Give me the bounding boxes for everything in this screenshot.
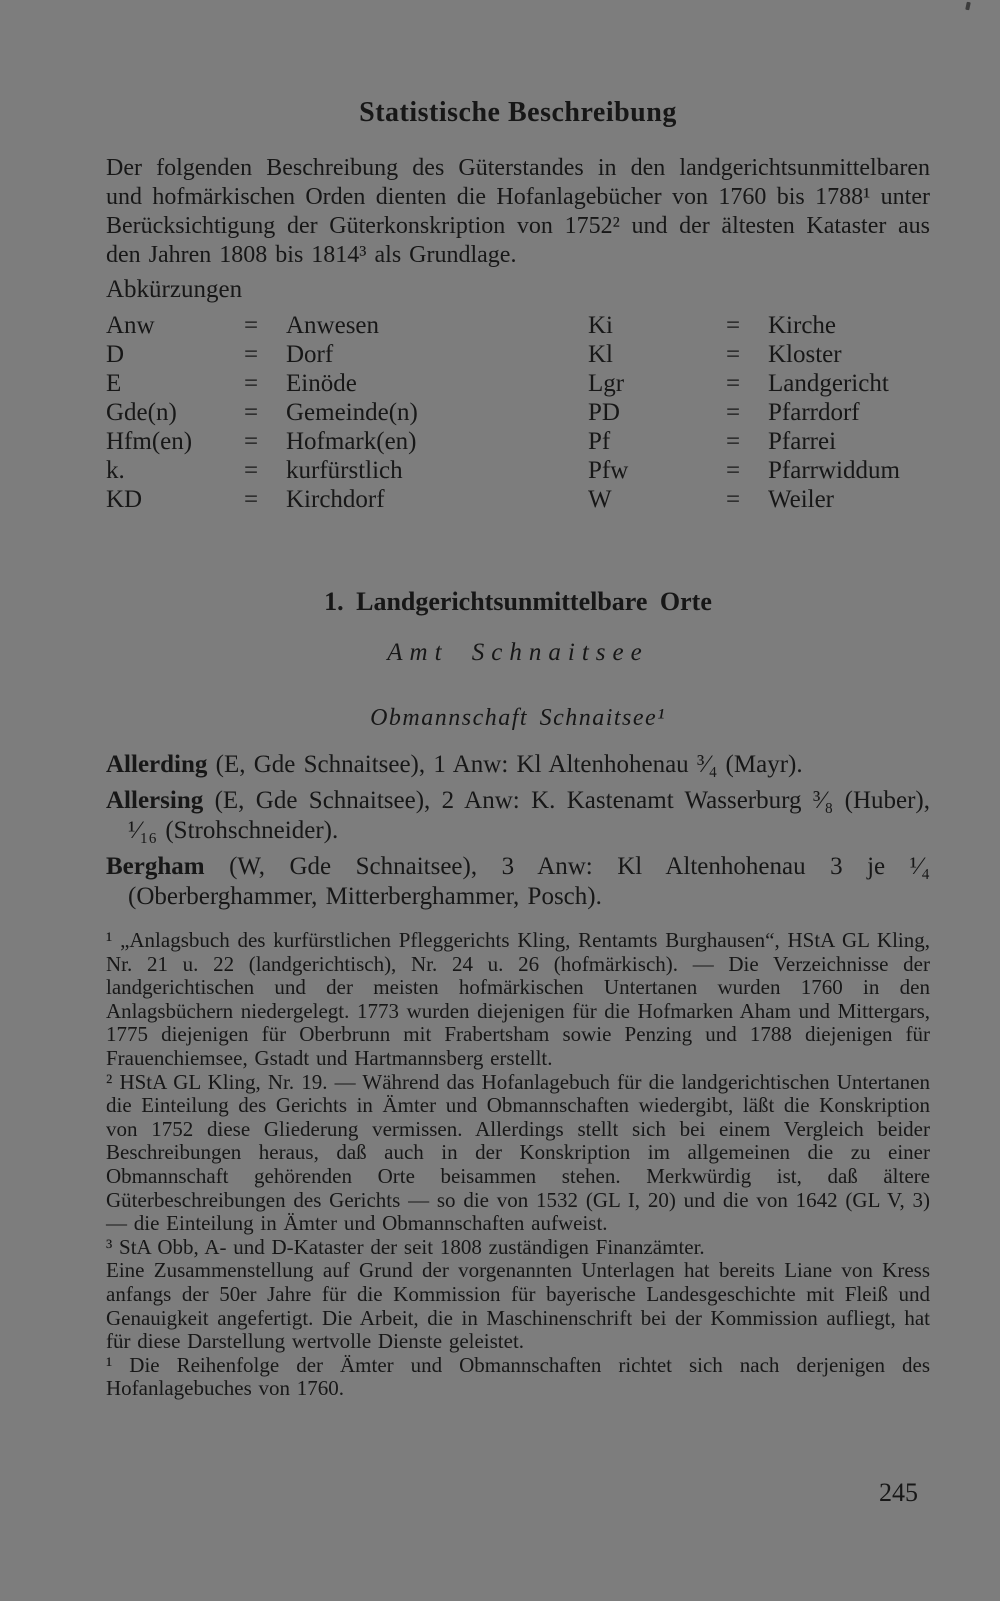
- entry-text: (E, Gde Schnaitsee), 1 Anw: Kl Altenhohenau ³⁄₄ (Mayr).: [207, 751, 803, 778]
- abbr-value: Landgericht: [768, 370, 889, 397]
- abbr-value: Weiler: [768, 486, 835, 513]
- equals-sign: =: [726, 457, 741, 484]
- abbreviation-row: [588, 485, 930, 514]
- footnote: [106, 1071, 930, 1236]
- abbr-value: kurfürstlich: [286, 457, 403, 484]
- page-title: Statistische Beschreibung: [359, 96, 677, 128]
- abbr-key: Lgr: [588, 370, 625, 397]
- equals-sign: =: [726, 312, 741, 339]
- abbreviations-column-left: [106, 311, 576, 514]
- abbreviation-row: [588, 456, 930, 485]
- abbreviation-row: [588, 311, 930, 340]
- footnote: [106, 1236, 930, 1260]
- abbr-value: Gemeinde(n): [286, 399, 418, 426]
- abbr-key: Kl: [588, 341, 613, 368]
- footnotes-block: [106, 929, 930, 1401]
- abbr-key: Pfw: [588, 457, 629, 484]
- footnote-marker: ¹: [106, 928, 121, 952]
- abbr-key: Ki: [588, 312, 613, 339]
- abbreviations-table: [106, 311, 930, 514]
- abbr-key: Anw: [106, 312, 155, 339]
- footnote-text: HStA GL Kling, Nr. 19. — Während das Hofanlagebuch für die landgerichtischen Untertanen die Einteilung des Gerichts in Ämter und Obmannschaften wiedergibt, läßt die Konskription von 1752 diese Gliederung vermissen. Allerdings stellt sich bei einem Vergleich beider Beschreibungen heraus, daß auch in der Konskription im allgemeinen die zu einer Obmannschaft gehörenden Orte beisammen stehen. Merkwürdig ist, daß ältere Güterbeschreibungen des Gerichts — so die von 1532 (GL I, 20) und die von 1642 (GL V, 3) — die Einteilung in Ämter und Obmannschaften aufweist.: [106, 1069, 930, 1236]
- abbreviation-row: [588, 369, 930, 398]
- abbreviations-heading: Abkürzungen: [106, 276, 243, 303]
- equals-sign: =: [244, 370, 259, 397]
- abbr-key: KD: [106, 486, 143, 513]
- abbr-key: k.: [106, 457, 125, 484]
- place-entry: [106, 786, 930, 846]
- abbreviations-column-right: [588, 311, 930, 514]
- abbreviation-row: [588, 340, 930, 369]
- equals-sign: =: [726, 370, 741, 397]
- equals-sign: =: [244, 428, 259, 455]
- place-name: Allerding: [106, 751, 208, 778]
- abbreviation-row: [106, 369, 576, 398]
- abbr-value: Kirche: [768, 312, 837, 339]
- scan-artifact: [965, 2, 971, 11]
- abbr-key: D: [106, 341, 125, 368]
- footnote-text: Die Reihenfolge der Ämter und Obmannschaften richtet sich nach derjenigen des Hofanlagebuches von 1760.: [106, 1352, 930, 1401]
- page-number: 245: [879, 1478, 918, 1507]
- place-entry: [106, 852, 930, 912]
- abbreviation-row: [588, 427, 930, 456]
- abbreviation-row: [106, 398, 576, 427]
- equals-sign: =: [726, 399, 741, 426]
- abbr-key: Gde(n): [106, 399, 177, 426]
- abbr-value: Hofmark(en): [286, 428, 417, 455]
- abbreviation-row: [106, 311, 576, 340]
- abbr-value: Kirchdorf: [286, 486, 385, 513]
- abbr-value: Dorf: [286, 341, 334, 368]
- place-name: Bergham: [106, 853, 205, 880]
- abbr-key: PD: [588, 399, 620, 426]
- obmannschaft-heading: Obmannschaft Schnaitsee¹: [370, 705, 666, 731]
- abbr-value: Anwesen: [286, 312, 380, 339]
- footnote-marker: ²: [106, 1069, 120, 1094]
- footnote: [106, 1259, 930, 1353]
- footnote-marker: ³: [106, 1234, 120, 1259]
- abbr-key: E: [106, 370, 122, 397]
- abbr-value: Pfarrdorf: [768, 399, 860, 426]
- abbreviation-row: [588, 398, 930, 427]
- equals-sign: =: [726, 486, 741, 513]
- abbreviation-row: [106, 427, 576, 456]
- abbr-key: W: [588, 486, 612, 513]
- place-name: Allersing: [106, 787, 204, 814]
- abbr-key: Hfm(en): [106, 428, 193, 455]
- footnote-marker: ¹: [106, 1352, 130, 1377]
- entry-text: (E, Gde Schnaitsee), 2 Anw: K. Kastenamt Wasserburg ³⁄₈ (Huber), ¹⁄₁₆ (Strohschneider).: [128, 787, 930, 844]
- entry-text: (W, Gde Schnaitsee), 3 Anw: Kl Altenhohenau 3 je ¹⁄₄ (Oberberghammer, Mitterberghammer, Posch).: [128, 853, 930, 910]
- equals-sign: =: [726, 428, 741, 455]
- equals-sign: =: [244, 341, 259, 368]
- section-heading: 1. Landgerichtsunmittelbare Orte: [324, 586, 712, 616]
- abbr-value: Einöde: [286, 370, 357, 397]
- intro-paragraph: Der folgenden Beschreibung des Güterstandes in den landgerichtsunmittelbaren und hofmärkischen Orden dienten die Hofanlagebücher von 1760 bis 1788¹ unter Berücksichtigung der Güterkonskription von 1752² und der ältesten Kataster aus den Jahren 1808 bis 1814³ als Grundlage.: [106, 155, 930, 268]
- amt-heading: Amt Schnaitsee: [387, 639, 649, 666]
- abbreviation-row: [106, 485, 576, 514]
- abbr-value: Kloster: [768, 341, 842, 368]
- abbreviation-row: [106, 340, 576, 369]
- place-entry: [106, 750, 930, 780]
- abbr-value: Pfarrei: [768, 428, 837, 455]
- footnote-text: „Anlagsbuch des kurfürstlichen Pfleggerichts Kling, Rentamts Burghausen“, HStA GL Kling, Nr. 21 u. 22 (landgerichtisch), Nr. 24 u. 26 (hofmärkisch). — Die Verzeichnisse der landgerichtischen und der meisten hofmärkischen Untertanen wurden 1760 in den Anlagsbüchern niedergelegt. 1773 wurden diejenigen für die Hofmarken Aham und Mittergars, 1775 diejenigen für Oberbrunn mit Frabertsham sowie Penzing und 1788 diejenigen für Frauenchiemsee, Gstadt und Hartmannsberg erstellt.: [106, 928, 930, 1070]
- footnote-text: StA Obb, A- und D-Kataster der seit 1808 zuständigen Finanzämter.: [119, 1234, 705, 1259]
- footnote-text: Eine Zusammenstellung auf Grund der vorgenannten Unterlagen hat bereits Liane von Kress anfangs der 50er Jahre für die Kommission für bayerische Landesgeschichte mit Fleiß und Genauigkeit angefertigt. Die Arbeit, die in Maschinenschrift bei der Kommission aufliegt, hat für diese Darstellung wertvolle Dienste geleistet.: [106, 1258, 930, 1354]
- entries-list: [106, 750, 930, 918]
- abbr-value: Pfarrwiddum: [768, 457, 900, 484]
- abbreviation-row: [106, 456, 576, 485]
- equals-sign: =: [726, 341, 741, 368]
- equals-sign: =: [244, 399, 259, 426]
- equals-sign: =: [244, 312, 259, 339]
- equals-sign: =: [244, 457, 259, 484]
- abbr-key: Pf: [588, 428, 611, 455]
- equals-sign: =: [244, 486, 259, 513]
- footnote: [106, 1354, 930, 1401]
- footnote: [106, 929, 930, 1071]
